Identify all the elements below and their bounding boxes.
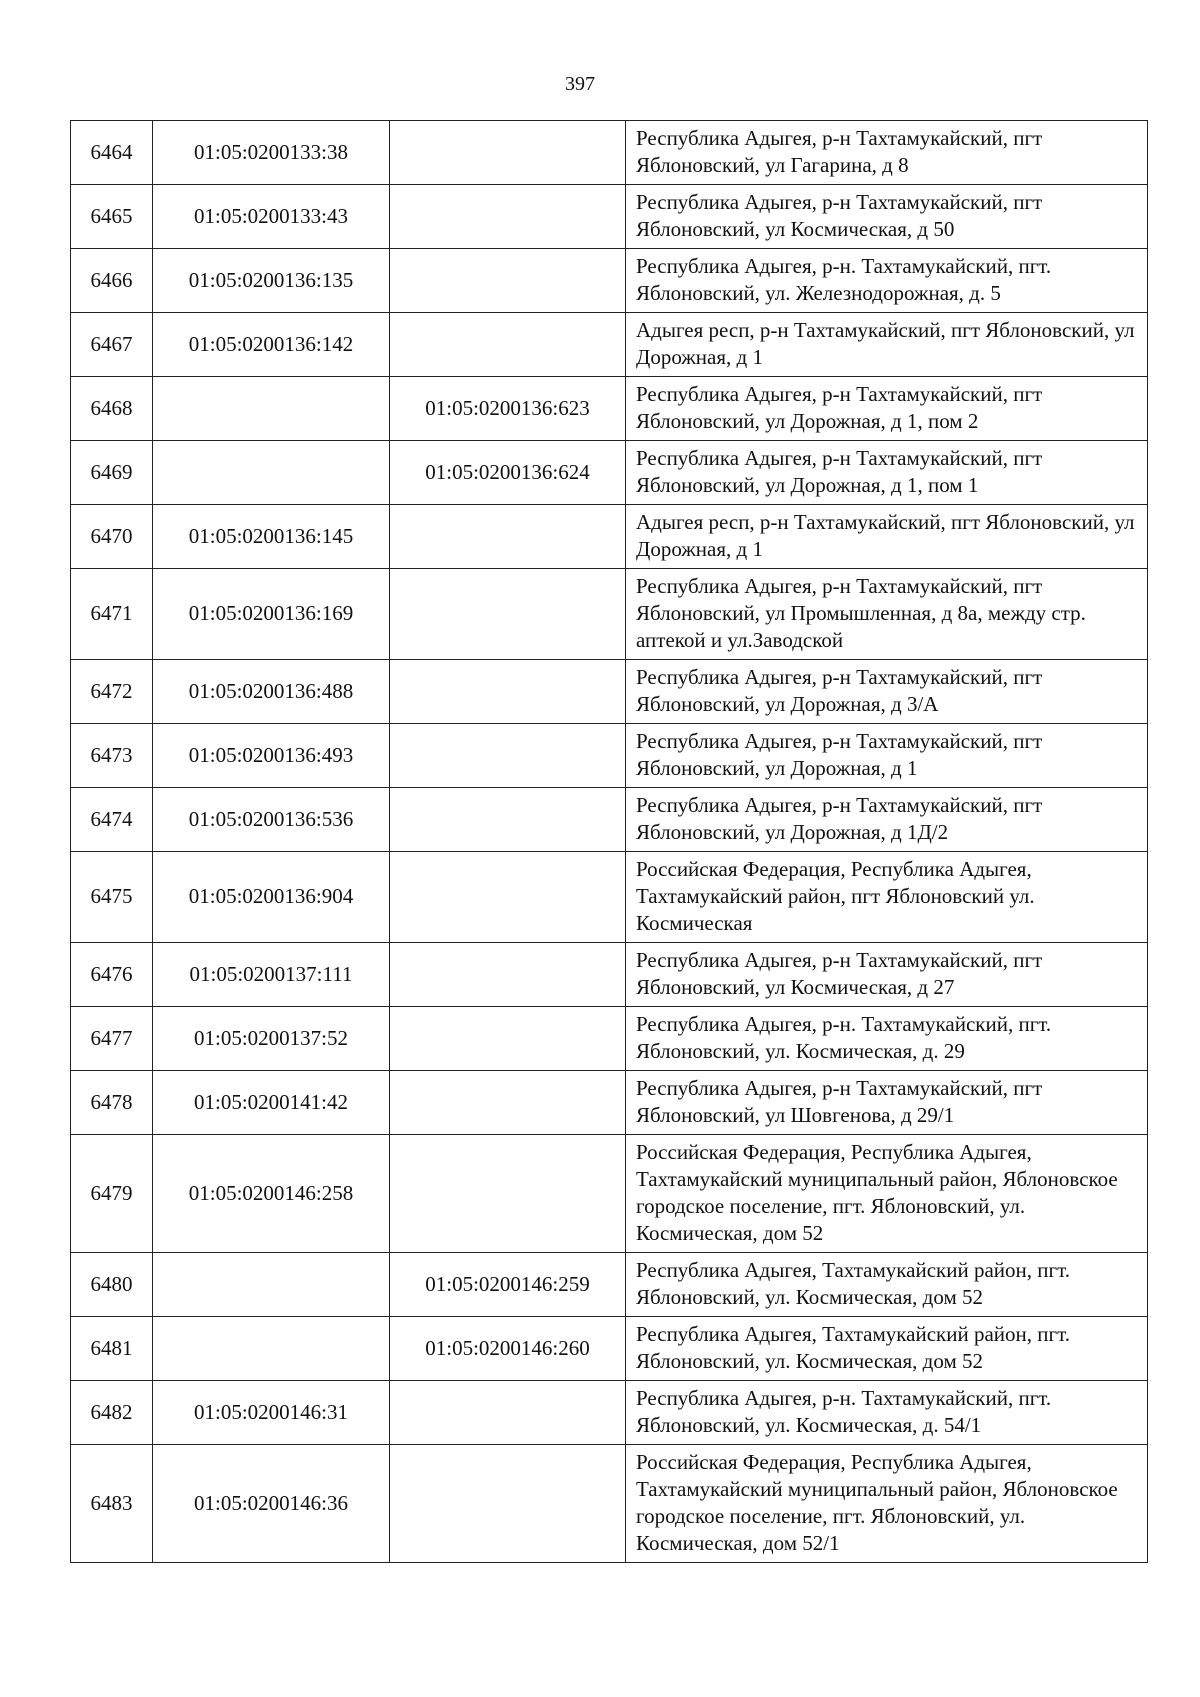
cadastral-number-cell: 01:05:0200136:904 (153, 852, 390, 943)
address-cell: Республика Адыгея, р-н Тахтамукайский, пгт Яблоновский, ул Дорожная, д 1Д/2 (626, 788, 1148, 852)
cadastral-number-cell: 01:05:0200136:169 (153, 569, 390, 660)
cadastral-number-cell: 01:05:0200136:145 (153, 505, 390, 569)
row-number-cell: 6481 (71, 1317, 153, 1381)
row-number-cell: 6474 (71, 788, 153, 852)
table-row (71, 377, 1148, 441)
table-row (71, 185, 1148, 249)
address-cell: Адыгея респ, р-н Тахтамукайский, пгт Яблоновский, ул Дорожная, д 1 (626, 313, 1148, 377)
address-cell: Российская Федерация, Республика Адыгея, Тахтамукайский район, пгт Яблоновский ул. Космическая (626, 852, 1148, 943)
object-cadastral-number-cell (390, 569, 626, 660)
table-row (71, 249, 1148, 313)
address-cell: Республика Адыгея, р-н Тахтамукайский, пгт Яблоновский, ул Дорожная, д 1 (626, 724, 1148, 788)
address-cell: Республика Адыгея, р-н Тахтамукайский, пгт Яблоновский, ул Промышленная, д 8а, между стр. аптекой и ул.Заводской (626, 569, 1148, 660)
object-cadastral-number-cell: 01:05:0200146:260 (390, 1317, 626, 1381)
cadastral-number-cell: 01:05:0200146:31 (153, 1381, 390, 1445)
object-cadastral-number-cell (390, 1071, 626, 1135)
row-number-cell: 6473 (71, 724, 153, 788)
address-cell: Республика Адыгея, р-н. Тахтамукайский, пгт. Яблоновский, ул. Космическая, д. 54/1 (626, 1381, 1148, 1445)
object-cadastral-number-cell (390, 505, 626, 569)
address-cell: Республика Адыгея, р-н Тахтамукайский, пгт Яблоновский, ул Шовгенова, д 29/1 (626, 1071, 1148, 1135)
object-cadastral-number-cell (390, 249, 626, 313)
object-cadastral-number-cell (390, 852, 626, 943)
object-cadastral-number-cell (390, 185, 626, 249)
row-number-cell: 6465 (71, 185, 153, 249)
row-number-cell: 6475 (71, 852, 153, 943)
row-number-cell: 6478 (71, 1071, 153, 1135)
row-number-cell: 6480 (71, 1253, 153, 1317)
object-cadastral-number-cell (390, 660, 626, 724)
row-number-cell: 6469 (71, 441, 153, 505)
cadastral-number-cell: 01:05:0200136:135 (153, 249, 390, 313)
cadastral-number-cell: 01:05:0200133:43 (153, 185, 390, 249)
table-row (71, 313, 1148, 377)
table-row (71, 724, 1148, 788)
object-cadastral-number-cell: 01:05:0200136:624 (390, 441, 626, 505)
row-number-cell: 6479 (71, 1135, 153, 1253)
table-row (71, 788, 1148, 852)
table-row (71, 1317, 1148, 1381)
cadastral-number-cell (153, 441, 390, 505)
object-cadastral-number-cell: 01:05:0200146:259 (390, 1253, 626, 1317)
table-row (71, 569, 1148, 660)
registry-table (70, 120, 1148, 1563)
row-number-cell: 6483 (71, 1445, 153, 1563)
address-cell: Республика Адыгея, р-н. Тахтамукайский, пгт. Яблоновский, ул. Космическая, д. 29 (626, 1007, 1148, 1071)
cadastral-number-cell: 01:05:0200141:42 (153, 1071, 390, 1135)
cadastral-number-cell (153, 1253, 390, 1317)
cadastral-number-cell (153, 1317, 390, 1381)
page-number: 397 (565, 73, 595, 95)
address-cell: Российская Федерация, Республика Адыгея, Тахтамукайский муниципальный район, Яблоновское городское поселение, пгт. Яблоновский, ул. Космическая, дом 52 (626, 1135, 1148, 1253)
object-cadastral-number-cell (390, 788, 626, 852)
table-row (71, 1253, 1148, 1317)
row-number-cell: 6477 (71, 1007, 153, 1071)
address-cell: Республика Адыгея, р-н Тахтамукайский, пгт Яблоновский, ул Дорожная, д 1, пом 1 (626, 441, 1148, 505)
cadastral-number-cell: 01:05:0200146:36 (153, 1445, 390, 1563)
address-cell: Республика Адыгея, р-н Тахтамукайский, пгт Яблоновский, ул Дорожная, д 1, пом 2 (626, 377, 1148, 441)
address-cell: Республика Адыгея, р-н Тахтамукайский, пгт Яблоновский, ул Космическая, д 27 (626, 943, 1148, 1007)
cadastral-number-cell (153, 377, 390, 441)
row-number-cell: 6476 (71, 943, 153, 1007)
row-number-cell: 6468 (71, 377, 153, 441)
row-number-cell: 6472 (71, 660, 153, 724)
table-row (71, 1071, 1148, 1135)
row-number-cell: 6466 (71, 249, 153, 313)
cadastral-number-cell: 01:05:0200133:38 (153, 121, 390, 185)
address-cell: Российская Федерация, Республика Адыгея, Тахтамукайский муниципальный район, Яблоновское городское поселение, пгт. Яблоновский, ул. Космическая, дом 52/1 (626, 1445, 1148, 1563)
object-cadastral-number-cell (390, 1381, 626, 1445)
object-cadastral-number-cell (390, 1007, 626, 1071)
row-number-cell: 6471 (71, 569, 153, 660)
table-row (71, 1445, 1148, 1563)
address-cell: Республика Адыгея, р-н Тахтамукайский, пгт Яблоновский, ул Космическая, д 50 (626, 185, 1148, 249)
table-row (71, 1381, 1148, 1445)
row-number-cell: 6482 (71, 1381, 153, 1445)
address-cell: Республика Адыгея, Тахтамукайский район, пгт. Яблоновский, ул. Космическая, дом 52 (626, 1253, 1148, 1317)
object-cadastral-number-cell (390, 313, 626, 377)
object-cadastral-number-cell (390, 943, 626, 1007)
address-cell: Республика Адыгея, р-н Тахтамукайский, пгт Яблоновский, ул Гагарина, д 8 (626, 121, 1148, 185)
registry-table-body (71, 121, 1148, 1563)
cadastral-number-cell: 01:05:0200137:52 (153, 1007, 390, 1071)
table-row (71, 660, 1148, 724)
object-cadastral-number-cell (390, 1135, 626, 1253)
object-cadastral-number-cell (390, 724, 626, 788)
table-row (71, 943, 1148, 1007)
table-row (71, 505, 1148, 569)
cadastral-number-cell: 01:05:0200137:111 (153, 943, 390, 1007)
address-cell: Адыгея респ, р-н Тахтамукайский, пгт Яблоновский, ул Дорожная, д 1 (626, 505, 1148, 569)
cadastral-number-cell: 01:05:0200136:142 (153, 313, 390, 377)
table-row (71, 1007, 1148, 1071)
table-row (71, 852, 1148, 943)
cadastral-number-cell: 01:05:0200136:536 (153, 788, 390, 852)
table-row (71, 441, 1148, 505)
cadastral-number-cell: 01:05:0200146:258 (153, 1135, 390, 1253)
object-cadastral-number-cell (390, 1445, 626, 1563)
row-number-cell: 6467 (71, 313, 153, 377)
object-cadastral-number-cell: 01:05:0200136:623 (390, 377, 626, 441)
table-row (71, 1135, 1148, 1253)
object-cadastral-number-cell (390, 121, 626, 185)
address-cell: Республика Адыгея, Тахтамукайский район, пгт. Яблоновский, ул. Космическая, дом 52 (626, 1317, 1148, 1381)
row-number-cell: 6464 (71, 121, 153, 185)
cadastral-number-cell: 01:05:0200136:488 (153, 660, 390, 724)
address-cell: Республика Адыгея, р-н. Тахтамукайский, пгт. Яблоновский, ул. Железнодорожная, д. 5 (626, 249, 1148, 313)
address-cell: Республика Адыгея, р-н Тахтамукайский, пгт Яблоновский, ул Дорожная, д 3/А (626, 660, 1148, 724)
cadastral-number-cell: 01:05:0200136:493 (153, 724, 390, 788)
table-row (71, 121, 1148, 185)
row-number-cell: 6470 (71, 505, 153, 569)
